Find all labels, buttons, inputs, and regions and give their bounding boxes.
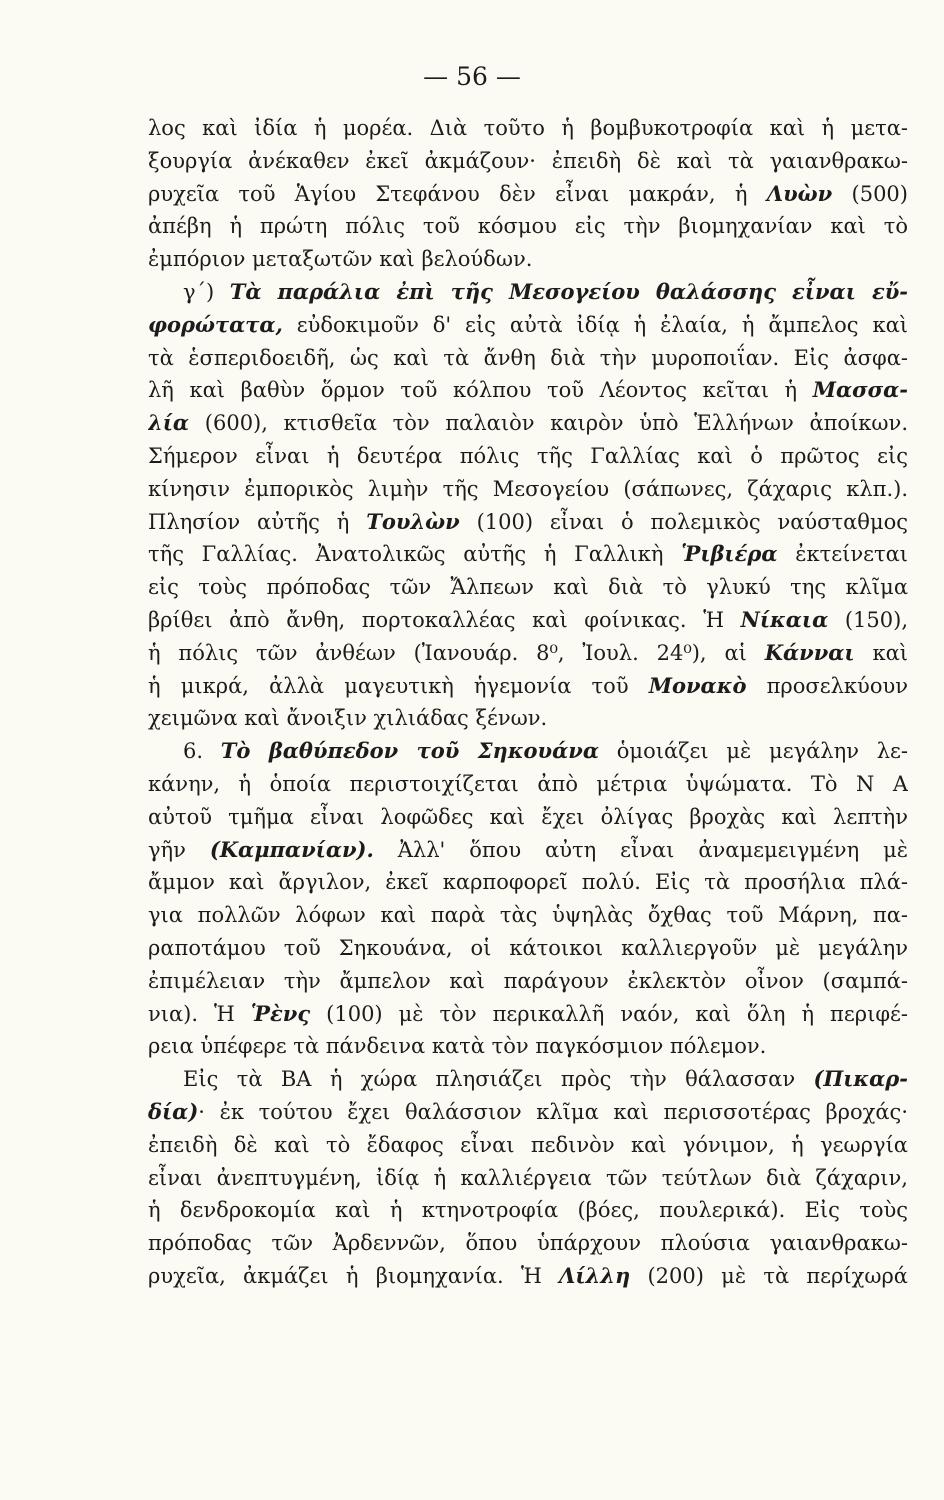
text-run: ἐκτείνεται xyxy=(777,542,908,567)
text-line xyxy=(148,310,908,340)
text-line xyxy=(148,375,908,405)
text-run: λῆ καὶ βαθὺν ὅρμον τοῦ κόλπου τοῦ Λέοντος κεῖται ἡ xyxy=(148,378,813,403)
emphasized-term: Λυὼν xyxy=(766,180,833,206)
emphasized-term: (Καμπανίαν). xyxy=(209,836,374,862)
text-line xyxy=(148,769,908,799)
text-line xyxy=(148,408,908,438)
text-line xyxy=(183,277,908,307)
emphasized-term: Νίκαια xyxy=(740,607,829,632)
text-line xyxy=(148,1228,908,1258)
text-line xyxy=(183,736,908,766)
text-line xyxy=(148,1261,908,1291)
text-run: εἰς τοὺς πρόποδας τῶν Ἄλπεων καὶ διὰ τὸ γλυκύ της κλῖμα xyxy=(148,575,908,600)
text-run: εἶναι ἀνεπτυγμένη, ἰδίᾳ ἡ καλλιέργεια τῶν τεύτλων διὰ ζάχαριν, xyxy=(148,1165,908,1190)
text-run: (200) μὲ τὰ περίχωρά xyxy=(630,1264,908,1288)
emphasized-term: Τουλὼν xyxy=(366,508,460,534)
text-run: Ἀλλ' ὅπου αὐτη εἶναι ἀναμεμειγμένη μὲ xyxy=(373,837,908,862)
text-line xyxy=(148,867,908,897)
text-line xyxy=(148,1195,908,1225)
text-run: · ἐκ τούτου ἔχει θαλάσσιον κλῖμα καὶ περισσοτέρας βροχάς· xyxy=(198,1100,908,1124)
text-line xyxy=(148,966,908,996)
text-run: ἄμμον καὶ ἄργιλον, ἐκεῖ καρποφορεῖ πολύ. Εἰς τὰ προσήλια πλά- xyxy=(148,870,908,895)
text-line xyxy=(148,179,908,209)
emphasized-term: (Πικαρ- xyxy=(813,1066,908,1092)
text-run: ρυχεῖα τοῦ Ἁγίου Στεφάνου δὲν εἶναι μακράν, ἡ xyxy=(148,181,767,206)
emphasized-term: λία xyxy=(148,410,190,436)
emphasized-term: Μασσα- xyxy=(812,377,908,403)
emphasized-term: Κάνναι xyxy=(764,639,855,665)
text-line xyxy=(148,900,908,930)
text-run: ἡ μικρά, ἀλλὰ μαγευτικὴ ἡγεμονία τοῦ xyxy=(148,673,649,698)
text-run: νια). Ἡ xyxy=(148,1001,251,1026)
text-line xyxy=(148,999,908,1029)
text-run: Σήμερον εἶναι ἡ δευτέρα πόλις τῆς Γαλλίας καὶ ὁ πρῶτος εἰς xyxy=(148,444,908,468)
text-run: τῆς Γαλλίας. Ἀνατολικῶς αὐτῆς ἡ Γαλλικὴ xyxy=(148,542,682,567)
text-run: ἡ δενδροκομία καὶ ἡ κτηνοτροφία (βόες, πουλερικά). Εἰς τοὺς xyxy=(148,1198,908,1223)
emphasized-term: φορώτατα, xyxy=(148,311,283,337)
text-line xyxy=(148,1130,908,1160)
emphasized-term: Τὸ βαθύπεδον τοῦ Σηκουάνα xyxy=(220,738,600,764)
text-line xyxy=(148,211,908,241)
text-run: ἡ πόλις τῶν ἀνθέων (Ἰανουάρ. 8⁰, Ἰουλ. 24⁰), αἱ xyxy=(148,640,765,665)
text-line xyxy=(148,835,908,865)
text-line xyxy=(183,1064,908,1094)
text-line xyxy=(148,146,908,176)
text-run: πρόποδας τῶν Ἀρδεννῶν, ὅπου ὑπάρχουν πλούσια γαιανθρακω- xyxy=(148,1231,908,1256)
text-run: (150), xyxy=(828,608,908,632)
text-run: Εἰς τὰ ΒΑ ἡ χώρα πλησιάζει πρὸς τὴν θάλασσαν xyxy=(183,1067,814,1092)
text-line xyxy=(148,441,908,471)
text-run: ἐπειδὴ δὲ καὶ τὸ ἔδαφος εἶναι πεδινὸν καὶ γόνιμον, ἡ γεωργία xyxy=(148,1132,908,1157)
emphasized-term: δία) xyxy=(148,1099,199,1124)
text-line xyxy=(148,343,908,373)
text-run: ἐμπόριον μεταξωτῶν καὶ βελούδων. xyxy=(148,247,533,272)
text-run: ξουργία ἀνέκαθεν ἐκεῖ ἀκμάζουν· ἐπειδὴ δὲ καὶ τὰ γαιανθρακω- xyxy=(148,148,908,173)
text-line xyxy=(148,244,908,274)
text-run: τὰ ἑσπεριδοειδῆ, ὡς καὶ τὰ ἄνθη διὰ τὴν μυροποιΐαν. Εἰς ἀσφα- xyxy=(148,345,908,370)
text-line xyxy=(148,638,908,668)
emphasized-term: Τὰ παράλια ἐπὶ τῆς Μεσογείου θαλάσσης εἶναι εὔ- xyxy=(229,279,908,304)
text-run: (100) μὲ τὸν περικαλλῆ ναόν, καὶ ὅλη ἡ περιφέ- xyxy=(310,1001,908,1026)
text-run: καὶ xyxy=(854,640,908,665)
emphasized-term: Λίλλη xyxy=(559,1263,631,1288)
text-run: (500) xyxy=(832,181,908,206)
text-line xyxy=(148,507,908,537)
text-line xyxy=(148,1097,908,1127)
text-run: γ´) xyxy=(183,280,230,304)
text-run: χειμῶνα καὶ ἄνοιξιν χιλιάδας ξένων. xyxy=(148,706,548,731)
text-run: κάνην, ἡ ὁποία περιστοιχίζεται ἀπὸ μέτρια ὑψώματα. Τὸ Ν Α xyxy=(148,772,908,796)
page-number: — 56 — xyxy=(423,62,521,91)
text-run: Πλησίον αὐτῆς ἡ xyxy=(148,509,367,534)
text-run: προσελκύουν xyxy=(746,673,908,698)
text-run: (600), κτισθεῖα τὸν παλαιὸν καιρὸν ὑπὸ Ἑλλήνων ἀποίκων. xyxy=(189,411,908,436)
text-line xyxy=(148,1163,908,1193)
text-line xyxy=(148,605,908,635)
text-run: ρεια ὑπέφερε τὰ πάνδεινα κατὰ τὸν παγκόσμιον πόλεμον. xyxy=(148,1034,767,1059)
text-line xyxy=(148,671,908,701)
text-run: 6. xyxy=(183,739,221,764)
text-run: (100) εἶναι ὁ πολεμικὸς ναύσταθμος xyxy=(459,509,908,534)
text-run: ρυχεῖα, ἀκμάζει ἡ βιομηχανία. Ἡ xyxy=(148,1264,560,1288)
emphasized-term: Μονακὸ xyxy=(648,672,747,698)
text-run: ἀπέβη ἡ πρώτη πόλις τοῦ κόσμου εἰς τὴν βιομηχανίαν καὶ τὸ xyxy=(148,214,908,239)
text-run: λος καὶ ἰδία ἡ μορέα. Διὰ τοῦτο ἡ βομβυκοτροφία καὶ ἡ μετα- xyxy=(148,116,908,140)
text-line xyxy=(148,539,908,569)
text-run: αὐτοῦ τμῆμα εἶναι λοφῶδες καὶ ἔχει ὀλίγας βροχὰς καὶ λεπτὴν xyxy=(148,804,908,829)
text-run: κίνησιν ἐμπορικὸς λιμὴν τῆς Μεσογείου (σάπωνες, ζάχαρις κλπ.). xyxy=(148,476,908,501)
text-line xyxy=(148,572,908,602)
text-line xyxy=(148,474,908,504)
text-line xyxy=(148,703,908,733)
text-run: ὁμοιάζει μὲ μεγάλην λε- xyxy=(599,739,908,764)
text-run: ραποτάμου τοῦ Σηκουάνα, οἱ κάτοικοι καλλιεργοῦν μὲ μεγάλην xyxy=(148,936,908,960)
text-run: βρίθει ἀπὸ ἄνθη, πορτοκαλλέας καὶ φοίνικας. Ἡ xyxy=(148,608,741,632)
text-run: εὐδοκιμοῦν δ' εἰς αὐτὰ ἰδίᾳ ἡ ἐλαία, ἡ ἄμπελος καὶ xyxy=(282,312,908,337)
text-line xyxy=(148,802,908,832)
text-line xyxy=(148,113,908,143)
text-line xyxy=(148,1031,908,1061)
text-run: για πολλῶν λόφων καὶ παρὰ τὰς ὑψηλὰς ὄχθας τοῦ Μάρνη, πα- xyxy=(148,903,908,928)
emphasized-term: Ῥιβιέρα xyxy=(681,541,778,567)
text-run: γῆν xyxy=(148,837,210,862)
emphasized-term: Ῥὲνς xyxy=(250,1000,311,1026)
text-run: ἐπιμέλειαν τὴν ἄμπελον καὶ παράγουν ἐκλεκτὸν οἶνον (σαμπά- xyxy=(148,968,908,993)
text-line xyxy=(148,933,908,963)
